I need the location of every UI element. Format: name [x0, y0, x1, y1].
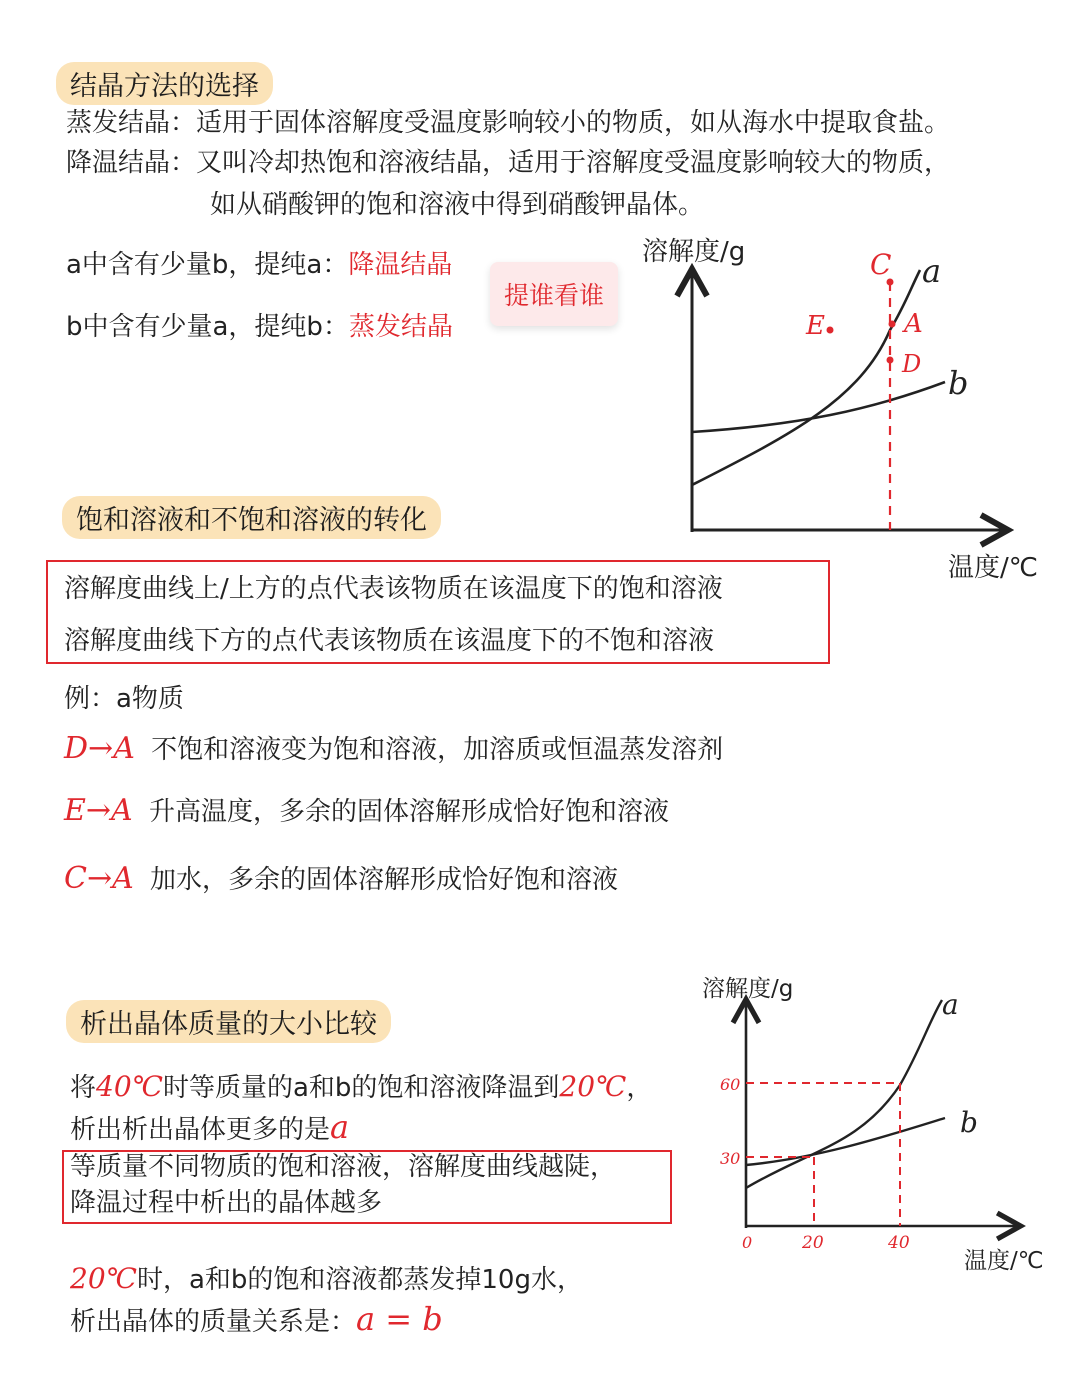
tick-y-30: 30	[720, 1149, 741, 1168]
purify-b-row	[66, 310, 453, 344]
section-title-crystallization: 结晶方法的选择	[56, 62, 273, 105]
solubility-graph-1	[620, 220, 1070, 590]
curve-a-2	[746, 1000, 942, 1188]
x-axis-label: 温度/℃	[948, 553, 1038, 583]
transition-d-a-text: 不饱和溶液变为饱和溶液，加溶质或恒温蒸发溶剂	[151, 735, 724, 765]
evaporation-label: 蒸发结晶：	[66, 108, 197, 138]
question-1-answer: a	[330, 1108, 350, 1146]
x-axis-label-2: 温度/℃	[964, 1248, 1044, 1274]
cooling-text-1: 又叫冷却热饱和溶液结晶，适用于溶解度受温度影响较大的物质，	[196, 148, 951, 178]
point-a-label: A	[904, 309, 923, 339]
transition-e-a-text: 升高温度，多余的固体溶解形成恰好饱和溶液	[148, 797, 669, 827]
cooling-row	[66, 146, 950, 180]
rule-steep-1: 等质量不同物质的饱和溶液，溶解度曲线越陡，	[70, 1152, 617, 1182]
point-c-label: C	[870, 248, 892, 281]
y-axis-label-2: 溶解度/g	[702, 976, 794, 1002]
curve-a-label-2: a	[942, 988, 959, 1021]
transition-row-c-a	[64, 862, 618, 897]
question-1-part-1: 将	[70, 1073, 97, 1103]
transition-row-e-a	[64, 794, 669, 829]
point-e-label: E	[806, 311, 825, 341]
evaporation-text: 适用于固体溶解度受温度影响较小的物质，如从海水中提取食盐。	[196, 108, 951, 138]
tip-note: 提谁看谁	[490, 262, 618, 326]
curve-b-label: b	[948, 364, 969, 402]
cooling-text-2: 如从硝酸钾的饱和溶液中得到硝酸钾晶体。	[210, 190, 705, 220]
question-2-line-1	[70, 1262, 583, 1297]
curve-a	[692, 270, 920, 485]
question-1-line-1	[70, 1070, 652, 1105]
curve-b-label-2: b	[960, 1106, 978, 1139]
transition-c-a: C→A	[64, 861, 134, 896]
temp-20: 20℃	[559, 1070, 627, 1103]
transition-d-a: D→A	[64, 731, 135, 766]
solubility-graph-2	[690, 960, 1070, 1280]
rule-steep-2: 降温过程中析出的晶体越多	[70, 1188, 383, 1218]
temp-40: 40℃	[96, 1070, 163, 1103]
point-e-dot	[827, 327, 834, 334]
question-1-line-2	[70, 1110, 349, 1147]
y-axis-label: 溶解度/g	[642, 237, 746, 267]
question-2-text: 时，a和b的饱和溶液都蒸发掉10g水，	[136, 1265, 583, 1295]
question-1-part-2: 时等质量的a和b的饱和溶液降温到	[162, 1073, 560, 1103]
point-d-label: D	[902, 350, 922, 378]
tick-y-60: 60	[720, 1075, 741, 1094]
section-title-saturation: 饱和溶液和不饱和溶液的转化	[62, 496, 441, 539]
question-1-part-3: ，	[626, 1073, 653, 1103]
point-a-dot	[889, 321, 896, 328]
point-d-dot	[887, 357, 894, 364]
question-2-answer: a = b	[356, 1300, 443, 1338]
evaporation-row	[66, 106, 950, 140]
transition-row-d-a	[64, 732, 723, 767]
transition-e-a: E→A	[64, 793, 133, 828]
purify-a-prefix: a中含有少量b，提纯a：	[66, 250, 349, 280]
purify-a-method: 降温结晶	[348, 250, 453, 280]
section-title-crystal-mass: 析出晶体质量的大小比较	[66, 1000, 391, 1043]
curve-b	[692, 382, 945, 432]
purify-a-row	[66, 248, 452, 282]
tick-x-20: 20	[802, 1233, 824, 1253]
curve-a-label: a	[922, 252, 942, 290]
question-2-line-2	[70, 1302, 443, 1339]
temp-20-q2: 20℃	[70, 1262, 137, 1295]
example-label: 例：a物质	[64, 684, 184, 714]
rule-unsaturated: 溶解度曲线下方的点代表该物质在该温度下的不饱和溶液	[64, 626, 715, 656]
purify-b-prefix: b中含有少量a，提纯b：	[66, 312, 349, 342]
transition-c-a-text: 加水，多余的固体溶解形成恰好饱和溶液	[150, 865, 619, 895]
cooling-label: 降温结晶：	[66, 148, 197, 178]
question-2-text-2: 析出晶体的质量关系是：	[70, 1307, 357, 1337]
purify-b-method: 蒸发结晶	[348, 312, 453, 342]
question-1-text-2: 析出析出晶体更多的是	[70, 1115, 331, 1145]
tick-x-0: 0	[742, 1233, 753, 1252]
rule-saturated: 溶解度曲线上/上方的点代表该物质在该温度下的饱和溶液	[64, 574, 723, 604]
tick-x-40: 40	[888, 1233, 910, 1253]
